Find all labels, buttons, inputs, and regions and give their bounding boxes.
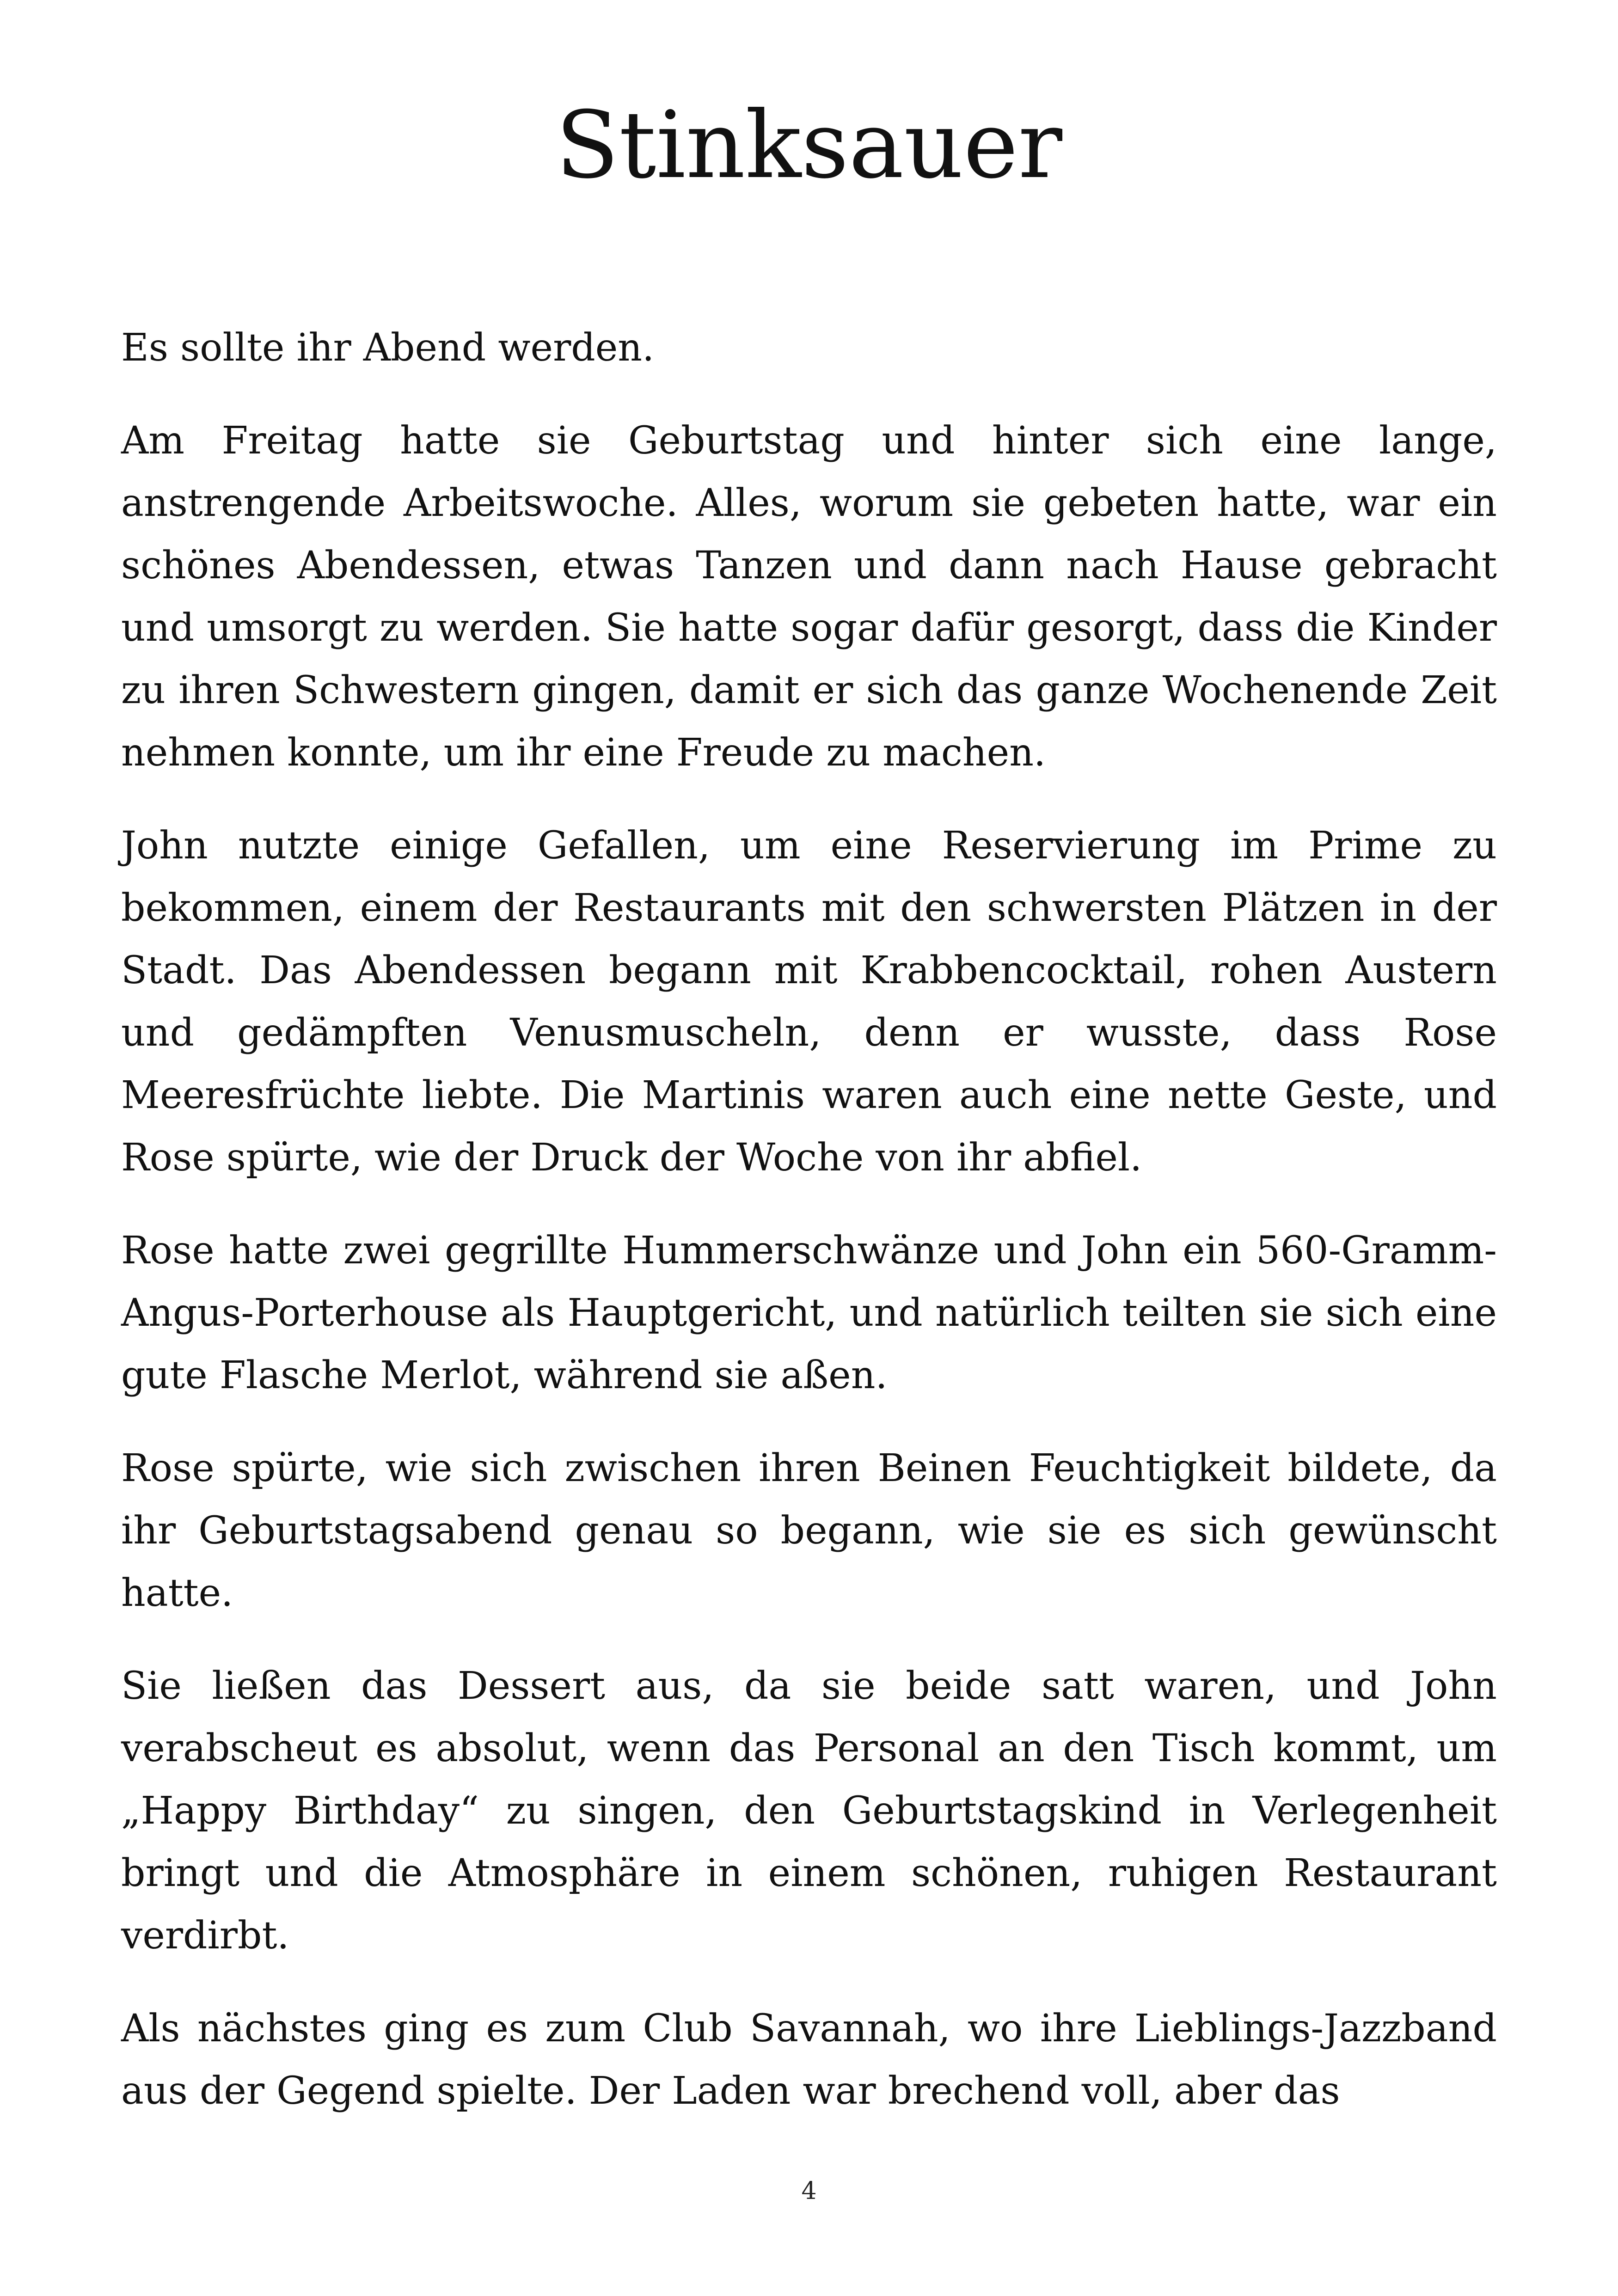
paragraph-7: Als nächstes ging es zum Club Savannah, wo ihre Lieblings-Jazzband aus der Gegend spielte. Der Laden war brechend voll, aber das <box>121 2007 1497 2113</box>
paragraph-5: Rose spürte, wie sich zwischen ihren Beinen Feuchtigkeit bildete, da ihr Geburtstagsabend genau so begann, wie sie es sich gewünscht hatte. <box>121 1446 1497 1615</box>
paragraph-1: Es sollte ihr Abend werden. <box>121 326 655 370</box>
paragraph-2: Am Freitag hatte sie Geburtstag und hinter sich eine lange, anstrengende Arbeitswoche. Alles, worum sie gebeten hatte, war ein schönes Abendessen, etwas Tanzen und dann nach Hause gebracht und umsorgt zu werden. Sie hatte sogar dafür gesorgt, dass die Kinder zu ihren Schwestern gingen, damit er sich das ganze Wochenende Zeit nehmen konnte, um ihr eine Freude zu machen. <box>121 419 1497 775</box>
body-text <box>121 317 1497 2153</box>
page-number: 4 <box>801 2177 817 2205</box>
paragraph-6: Sie ließen das Dessert aus, da sie beide satt waren, und John verabscheut es absolut, wenn das Personal an den Tisch kommt, um „Happy Birthday“ zu singen, den Geburtstagskind in Verlegenheit bringt und die Atmosphäre in einem schönen, ruhigen Restaurant verdirbt. <box>121 1664 1497 1958</box>
paragraph-4: Rose hatte zwei gegrillte Hummerschwänze und John ein 560-Gramm-Angus-Porterhouse als Hauptgericht, und natürlich teilten sie sich eine gute Flasche Merlot, während sie aßen. <box>121 1229 1497 1397</box>
paragraph-3: John nutzte einige Gefallen, um eine Reservierung im Prime zu bekommen, einem der Restaurants mit den schwersten Plätzen in der Stadt. Das Abendessen begann mit Krabbencocktail, rohen Austern und gedämpften Venusmuscheln, denn er wusste, dass Rose Meeresfrüchte liebte. Die Martinis waren auch eine nette Geste, und Rose spürte, wie der Druck der Woche von ihr abfiel. <box>121 824 1497 1180</box>
chapter-title: Stinksauer <box>556 92 1062 199</box>
